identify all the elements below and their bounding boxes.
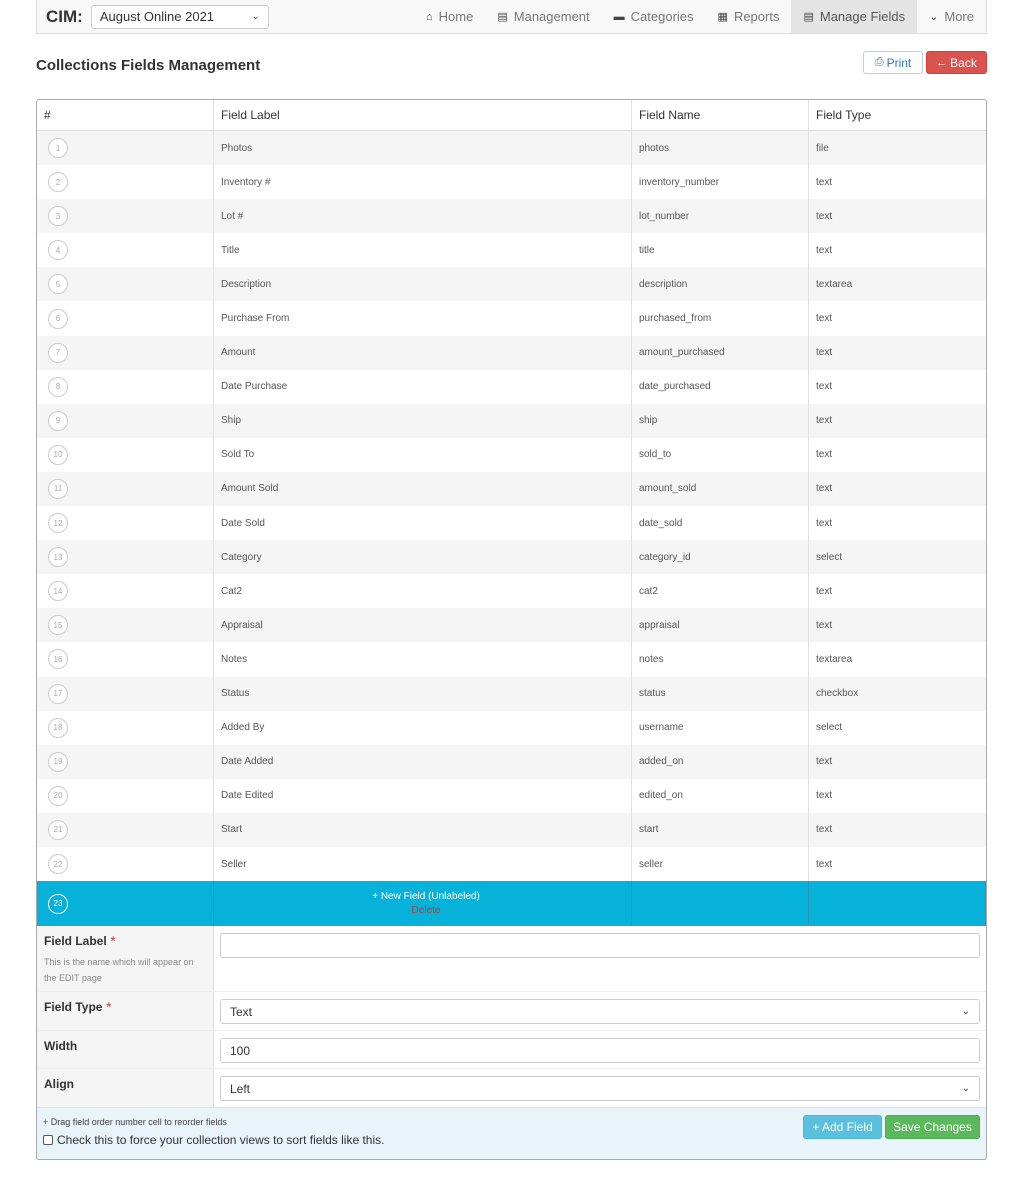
table-icon: ▦ [717,11,728,23]
header-field-label: Field Label [214,100,632,130]
field-name-cell: cat2 [632,574,809,608]
field-type-cell: text [816,517,833,529]
chevron-down-icon: ⌄ [961,1006,970,1018]
field-name-cell: start [632,813,809,847]
table-row[interactable] [37,404,986,438]
table-row[interactable] [37,438,986,472]
field-label-cell: Inventory # [214,165,632,199]
add-field-button[interactable]: + Add Field [803,1115,882,1139]
field-label-cell: Lot # [214,199,632,233]
order-number-cell[interactable] [37,233,214,267]
print-button[interactable] [863,51,923,74]
form-row-field-label [37,926,986,992]
field-label-cell: Start [214,813,632,847]
home-icon: ⌂ [426,10,433,23]
order-number-badge[interactable]: 9 [48,411,68,431]
field-type-cell: file [816,142,829,154]
field-type-cell: text [816,483,833,495]
field-type-cell: textarea [816,278,853,290]
page-title: Collections Fields Management [36,57,261,74]
new-field-type-cell [809,881,986,926]
collection-select[interactable] [91,5,269,29]
field-type-cell: text [816,619,833,631]
new-field-label-cell [214,881,632,926]
field-label-cell: Date Added [214,745,632,779]
align-label: Align [37,1069,214,1108]
field-label-cell: Notes [214,642,632,676]
field-name-cell: appraisal [632,608,809,642]
field-label-text: Field Label [44,934,107,949]
table-row[interactable] [37,677,986,711]
header-field-type: Field Type [816,108,872,122]
field-type-cell: text [816,756,833,768]
order-number-cell[interactable] [37,813,214,847]
table-row[interactable] [37,608,986,642]
field-name-cell: date_purchased [632,370,809,404]
order-number-cell[interactable] [37,267,214,301]
order-number-cell[interactable] [37,540,214,574]
field-name-cell: edited_on [632,779,809,813]
field-type-cell: text [816,824,833,836]
table-row[interactable] [37,267,986,301]
panel-footer [37,1107,986,1159]
table-row[interactable] [37,370,986,404]
table-row[interactable] [37,711,986,745]
field-name-cell: date_sold [632,506,809,540]
table-row[interactable] [37,336,986,370]
field-label-cell: Title [214,233,632,267]
sort-checkbox-label[interactable]: Check this to force your collection views to sort fields like this. [57,1133,385,1147]
order-number-badge[interactable]: 23 [48,894,68,914]
order-number-cell[interactable] [37,438,214,472]
nav-link-categories[interactable] [602,0,706,33]
table-row[interactable] [37,165,986,199]
table-row[interactable] [37,506,986,540]
order-number-cell[interactable] [37,165,214,199]
field-type-cell: text [816,790,833,802]
field-type-label [37,992,214,1030]
chevron-down-icon: ⌄ [961,1083,970,1095]
field-type-cell: text [816,415,833,427]
field-name-cell: sold_to [632,438,809,472]
field-name-cell: description [632,267,809,301]
order-number-badge[interactable]: 10 [48,445,68,465]
nav-link-label: Manage Fields [819,9,906,24]
order-number-cell[interactable] [37,745,214,779]
order-number-cell[interactable] [37,574,214,608]
order-number-cell[interactable] [37,847,214,881]
print-label: Print [886,55,912,70]
table-header [37,100,986,131]
field-name-cell: username [632,711,809,745]
order-number-badge[interactable]: 4 [48,240,68,260]
field-type-select[interactable] [220,999,980,1024]
new-field-row[interactable] [37,881,986,926]
order-number-badge[interactable]: 14 [48,581,68,601]
field-label-input[interactable] [220,933,980,958]
field-type-cell: text [816,585,833,597]
field-type-cell: text [816,244,833,256]
table-row[interactable] [37,574,986,608]
field-type-cell: text [816,313,833,325]
nav-link-label: Management [513,9,590,24]
field-type-cell: text [816,381,833,393]
order-number-badge[interactable]: 1 [48,138,68,158]
folder-icon: ▬ [613,10,625,23]
field-name-cell: amount_sold [632,472,809,506]
order-number-badge[interactable]: 19 [48,752,68,772]
new-field-name-cell [632,881,809,926]
order-number-badge[interactable]: 20 [48,786,68,806]
order-number-badge[interactable]: 11 [48,479,68,499]
table-row[interactable] [37,813,986,847]
top-navbar [36,0,987,34]
order-number-cell[interactable] [37,608,214,642]
brand: CIM: [46,6,83,26]
new-field-label: + New Field (Unlabeled) [372,891,480,903]
form-row-field-type [37,992,986,1031]
required-marker: * [106,1000,112,1015]
align-select[interactable] [220,1076,980,1101]
table-row[interactable] [37,779,986,813]
field-type-cell: text [816,858,833,870]
fields-panel [36,99,987,1160]
field-type-cell: text [816,347,833,359]
table-row[interactable] [37,540,986,574]
form-row-align [37,1069,986,1108]
field-name-cell: status [632,677,809,711]
order-number-badge[interactable]: 13 [48,547,68,567]
width-input[interactable]: 100 [220,1038,980,1063]
order-number-badge[interactable]: 5 [48,274,68,294]
field-name-cell: notes [632,642,809,676]
width-control [214,1031,986,1068]
print-icon: ⎙ [874,56,884,68]
order-number-cell[interactable] [37,301,214,335]
table-row[interactable] [37,642,986,676]
field-type-cell: textarea [816,653,853,665]
order-number-badge[interactable]: 3 [48,206,68,226]
nav-link-manage-fields[interactable] [791,0,917,33]
order-number-cell[interactable] [37,779,214,813]
table-row[interactable] [37,199,986,233]
table-row[interactable] [37,131,986,165]
field-label-cell: Status [214,677,632,711]
field-name-cell: title [632,233,809,267]
nav-link-label: Reports [733,9,780,24]
nav-link-label: Home [438,9,474,24]
order-number-cell[interactable] [37,370,214,404]
nav-link-label: More [944,9,974,24]
field-label-cell: Purchase From [214,301,632,335]
field-label-cell: Photos [214,131,632,165]
order-number-badge[interactable]: 22 [48,854,68,874]
order-number-cell[interactable] [37,199,214,233]
nav-link-home[interactable] [414,0,485,33]
sort-checkbox-row[interactable] [43,1133,384,1147]
field-name-cell: inventory_number [632,165,809,199]
field-label-cell: Seller [214,847,632,881]
nav-link-label: Categories [630,9,694,24]
back-button[interactable] [926,51,987,74]
table-body [37,131,986,881]
order-number-cell[interactable] [37,404,214,438]
order-number-cell[interactable] [37,677,214,711]
field-name-cell: purchased_from [632,301,809,335]
order-number-badge[interactable]: 15 [48,615,68,635]
order-number-cell[interactable] [37,711,214,745]
order-number-badge[interactable]: 17 [48,684,68,704]
header-field-name: Field Name [632,100,809,130]
field-label-cell: Amount [214,336,632,370]
field-label-cell: Category [214,540,632,574]
form-row-width [37,1031,986,1069]
delete-link[interactable]: Delete [411,905,441,917]
field-label-cell: Added By [214,711,632,745]
align-control [214,1069,986,1108]
field-name-cell: added_on [632,745,809,779]
field-type-control [214,992,986,1030]
width-label: Width [37,1031,214,1068]
field-name-cell: category_id [632,540,809,574]
field-name-cell: photos [632,131,809,165]
field-label-cell: Amount Sold [214,472,632,506]
order-number-badge[interactable]: 8 [48,377,68,397]
chevron-down-icon: ⌄ [929,11,939,23]
field-name-cell: seller [632,847,809,881]
field-label-cell: Sold To [214,438,632,472]
field-label-cell: Date Purchase [214,370,632,404]
header-number: # [37,100,214,130]
list-icon: ▤ [803,11,814,23]
order-number-badge[interactable]: 2 [48,172,68,192]
align-value: Left [230,1081,251,1096]
table-row[interactable] [37,847,986,881]
nav-link-more[interactable] [917,0,986,33]
field-type-cell: text [816,210,833,222]
table-row[interactable] [37,301,986,335]
chevron-down-icon: ⌄ [251,11,260,22]
order-number-badge[interactable]: 12 [48,513,68,533]
order-number-badge[interactable]: 16 [48,649,68,669]
field-label-cell: Appraisal [214,608,632,642]
field-type-cell: text [816,449,833,461]
nav-links [414,0,986,33]
order-number-cell[interactable] [37,131,214,165]
sort-checkbox[interactable] [43,1135,53,1145]
field-label-cell: Ship [214,404,632,438]
field-type-text: Field Type [44,1000,103,1015]
field-type-value: Text [230,1004,253,1019]
field-type-cell: text [816,176,833,188]
order-number-cell[interactable] [37,506,214,540]
field-label-cell: Date Edited [214,779,632,813]
field-type-cell: checkbox [816,688,859,700]
save-changes-button[interactable]: Save Changes [885,1115,980,1139]
order-number-cell[interactable] [37,472,214,506]
order-number-badge[interactable]: 18 [48,718,68,738]
arrow-left-icon: ← [936,56,948,69]
order-number-cell[interactable] [37,642,214,676]
field-label-cell: Description [214,267,632,301]
order-number-badge[interactable]: 21 [48,820,68,840]
table-row[interactable] [37,745,986,779]
nav-link-reports[interactable] [706,0,792,33]
order-number-badge[interactable]: 6 [48,309,68,329]
field-name-cell: ship [632,404,809,438]
required-marker: * [110,934,116,949]
field-name-cell: amount_purchased [632,336,809,370]
reorder-note: + Drag field order number cell to reorder fields [43,1117,227,1127]
field-label-cell: Date Sold [214,506,632,540]
back-label: Back [950,55,977,70]
nav-link-management[interactable] [485,0,601,33]
order-number-badge[interactable]: 7 [48,343,68,363]
field-name-cell: lot_number [632,199,809,233]
field-type-cell: select [816,551,843,563]
table-row[interactable] [37,472,986,506]
field-label-control [214,926,986,991]
field-label-label [37,926,214,991]
order-number-cell[interactable] [37,336,214,370]
field-label-cell: Cat2 [214,574,632,608]
new-field-number-cell[interactable] [37,881,214,926]
field-type-cell: select [816,722,843,734]
field-label-help: This is the name which will appear on the EDIT page [44,957,194,984]
table-row[interactable] [37,233,986,267]
list-icon: ▤ [497,11,508,23]
collection-select-value: August Online 2021 [99,9,215,24]
